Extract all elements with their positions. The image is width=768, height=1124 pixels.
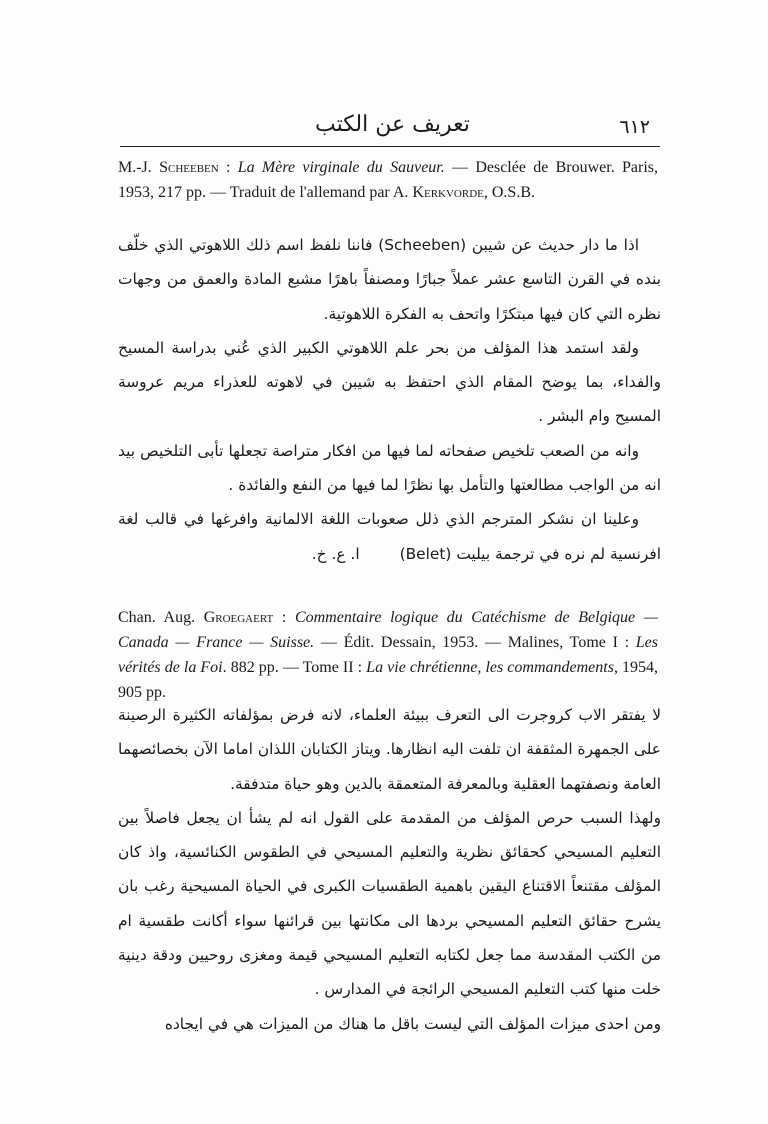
review1-paragraph-4: وعلينا ان نشكر المترجم الذي ذلل صعوبات اللغة الالمانية وافرغها في قالب لغة افرنسية لم نره في ترجمة بيليت (Belet)ا. ع. خ. <box>118 502 661 571</box>
review1-body <box>118 228 661 571</box>
page-header <box>110 108 650 148</box>
review2-body <box>118 698 661 1041</box>
header-rule <box>120 146 660 147</box>
review2-tome2-title: La vie chrétienne, les commandements <box>366 659 614 676</box>
review2-paragraph-1: لا يفتقر الاب كروجرت الى التعرف ببيئة العلماء، لانه فرض بمؤلفاته الكثيرة الرصينة على الجمهرة المثقفة ان تلفت اليه انظارها. ويتاز الكتابان اللذان اماما الآن بخصائصهما العامة ونصفتهما العقلية وبالمعرفة المتعمقة بالدين وهو حياة متدفقة. <box>118 706 661 793</box>
review2-paragraph-2: ولهذا السبب حرص المؤلف من المقدمة على القول انه لم يشأ ان يجعل فاصلاً بين التعليم المسيحي كحقائق نظرية والتعليم المسيحي في الطقوس الكنائسية، واذ كان المؤلف مقتنعاً الاقتناع اليقين باهمية الطقسيات الكبرى في الحياة المسيحية رغب بان يشرح حقائق التعليم المسيحي بردها الى مكانتها بين قرائنها سواء أكانت طقسية ام من الكتب المقدسة مما جعل لكتابه التعليم المسيحي قيمة ومغزى روحيين ودقة دينية خلت منها كتب التعليم المسيحي الرائجة في المدارس . <box>118 808 661 999</box>
review1-author: Scheeben <box>159 159 219 176</box>
page-number: ٦١٢ <box>619 116 650 138</box>
review1-book-title: La Mère virginale du Sauveur. <box>237 159 445 176</box>
review1-paragraph-1: اذا ما دار حديث عن شيبن (Scheeben) فاننا نلفظ اسم ذلك اللاهوتي الذي خلّف بنده في القرن التاسع عشر عملاً جبارًا ومصنفاً باهرًا مشبع المادة والعمق من وجهات نظره التي كان فيها مبتكرًا واتحف به الفكرة اللاهوتية. <box>118 236 661 323</box>
review2-author: Groegaert <box>203 609 274 626</box>
review2-paragraph-3: ومن احدى ميزات المؤلف التي ليست باقل ما هناك من الميزات هي في ايجاده <box>164 1014 661 1033</box>
review2-bibliography: Chan. Aug. Groegaert : Commentaire logique du Catéchisme de Belgique — Canada — France — Suisse. — Édit. Dessain, 1953. — Malines, Tome I : Les vérités de la Foi. 882 pp. — Tome II : La vie chrétienne, les commandements, 1954, 905 pp. <box>118 609 659 701</box>
review1-signature: ا. ع. خ. <box>311 544 360 563</box>
review1-paragraph-3: وانه من الصعب تلخيص صفحاته لما فيها من افكار متراصة تجعلها تأبى التلخيص بيد انه من الواجب مطالعتها والتأمل بها نظرًا لما فيها من النفع والفائدة . <box>118 441 661 495</box>
review1-bibliography: M.-J. Scheeben : La Mère virginale du Sauveur. — Desclée de Brouwer. Paris, 1953, 217 pp. — Traduit de l'allemand par A. Kerkvorde, O.S.B. <box>118 159 659 201</box>
running-title: تعريف عن الكتب <box>315 112 470 137</box>
review2-tome1-title: Les vérités de la Foi <box>118 634 658 676</box>
review2-book-title: Commentaire logique du Catéchisme de Belgique — Canada — France — Suisse. <box>118 609 658 651</box>
review1-paragraph-2: ولقد استمد هذا المؤلف من بحر علم اللاهوتي الكبير الذي عُني بدراسة المسيح والفداء، بما يوضح المقام الذي احتفظ به شيبن في لاهوته للعذراء مريم عروسة المسيح وام البشر . <box>118 338 661 426</box>
review1-translator: Kerkvorde <box>412 184 484 201</box>
